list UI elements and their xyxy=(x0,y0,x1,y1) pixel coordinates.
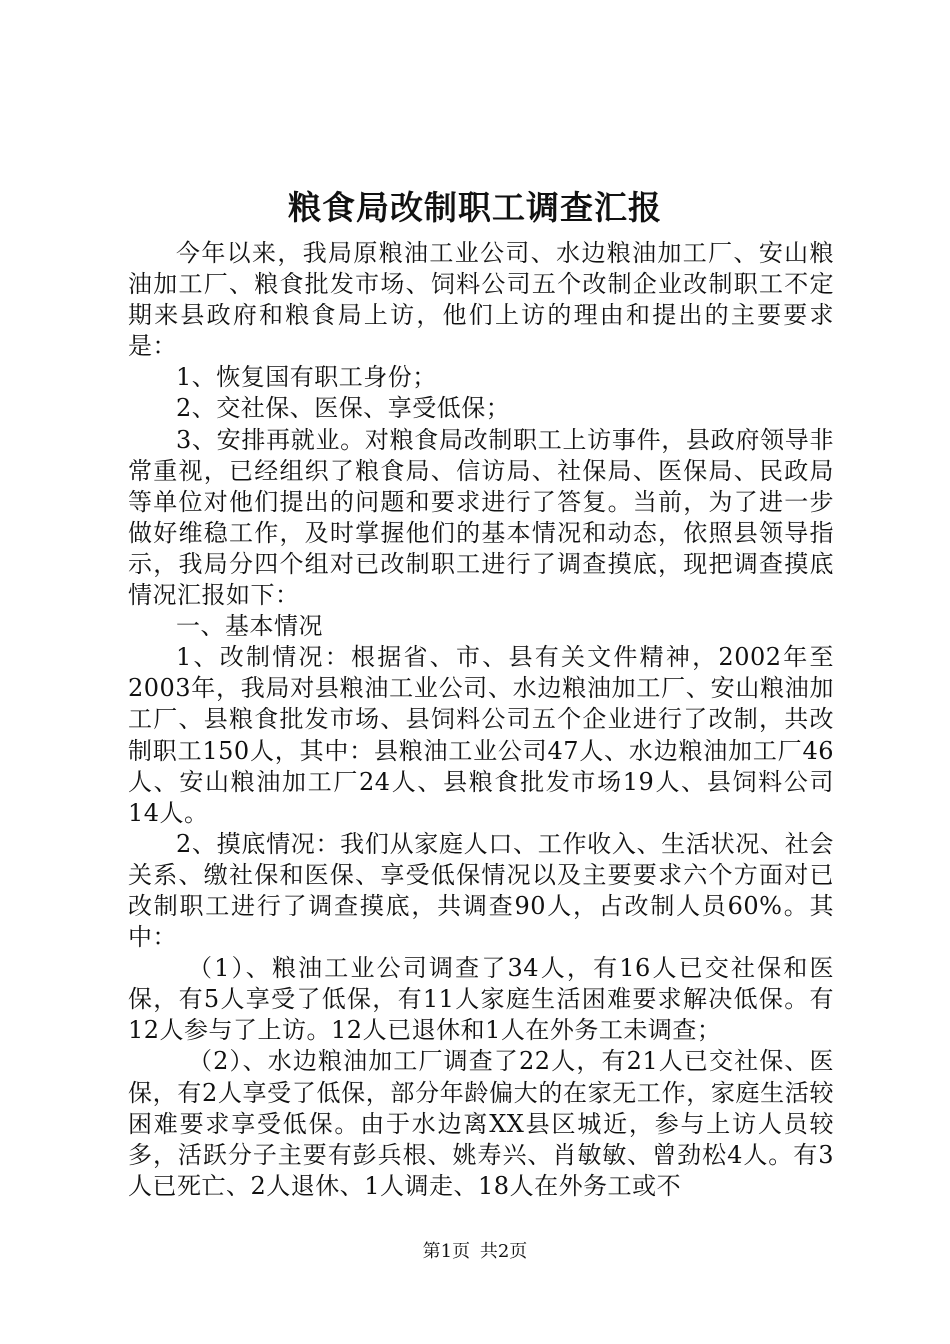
section-heading: 一、基本情况 xyxy=(176,612,323,641)
document-body xyxy=(128,238,834,1202)
page-number: 第1页 xyxy=(422,1241,471,1262)
survey-item-2: （2）、水边粮油加工厂调查了22人，有21人已交社保、医保，有2人享受了低保，部分年龄偏大的在家无工作，家庭生活较困难要求享受低保。由于水边离XX县区城近，参与上访人员较多，活跃分子主要有彭兵根、姚寿兴、肖敏敏、曾劲松4人。有3人已死亡、2人退休、1人调走、18人在外务工或不 xyxy=(128,1047,834,1200)
intro-paragraph: 今年以来，我局原粮油工业公司、水边粮油加工厂、安山粮油加工厂、粮食批发市场、饲料公司五个改制企业改制职工不定期来县政府和粮食局上访，他们上访的理由和提出的主要要求是： xyxy=(128,239,834,361)
demand-item-3: 3、安排再就业。对粮食局改制职工上访事件，县政府领导非常重视，已经组织了粮食局、信访局、社保局、医保局、民政局等单位对他们提出的问题和要求进行了答复。当前，为了进一步做好维稳工作，及时掌握他们的基本情况和动态，依照县领导指示，我局分四个组对已改制职工进行了调查摸底，现把调查摸底情况汇报如下： xyxy=(128,425,834,610)
demand-item-2: 2、交社保、医保、享受低保； xyxy=(176,394,511,423)
restructuring-paragraph: 1、改制情况：根据省、市、县有关文件精神，2002年至2003年，我局对县粮油工业公司、水边粮油加工厂、安山粮油加工厂、县粮食批发市场、县饲料公司五个企业进行了改制，共改制职工150人，其中：县粮油工业公司47人、水边粮油加工厂46人、安山粮油加工厂24人、县粮食批发市场19人、县饲料公司14人。 xyxy=(128,643,834,827)
page-total: 共2页 xyxy=(479,1241,528,1262)
document-title: 粮食局改制职工调查汇报 xyxy=(288,188,662,227)
survey-item-1: （1）、粮油工业公司调查了34人，有16人已交社保和医保，有5人享受了低保，有11人家庭生活困难要求解决低保。有12人参与了上访。12人已退休和1人在外务工未调查； xyxy=(128,954,834,1045)
survey-paragraph: 2、摸底情况：我们从家庭人口、工作收入、生活状况、社会关系、缴社保和医保、享受低保情况以及主要要求六个方面对已改制职工进行了调查摸底，共调查90人，占改制人员60%。其中： xyxy=(128,829,834,952)
demand-item-1: 1、恢复国有职工身份； xyxy=(176,363,437,392)
page-footer xyxy=(0,1240,950,1264)
